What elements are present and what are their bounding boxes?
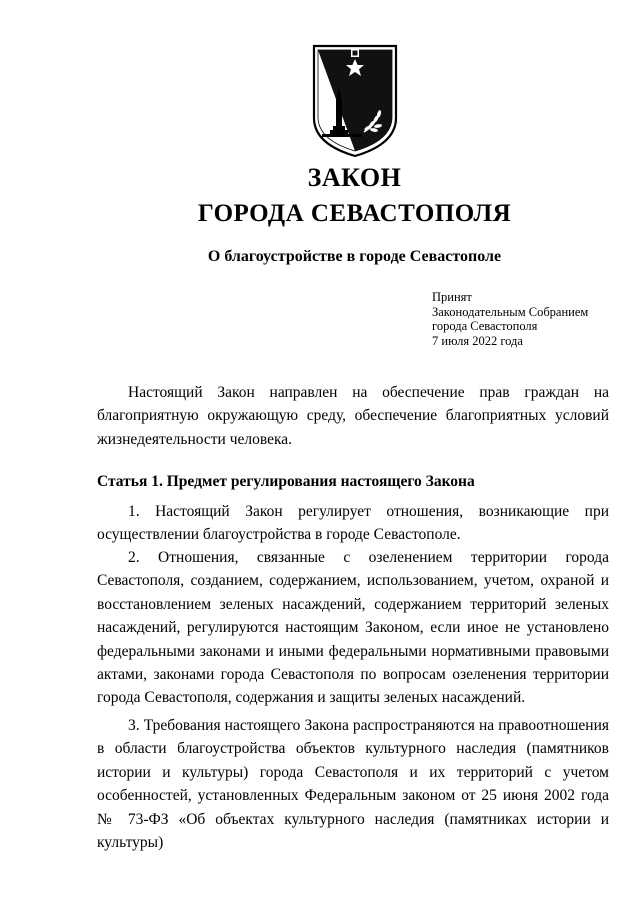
article-1-heading: Статья 1. Предмет регулирования настоящего Закона [97,473,475,490]
adopted-line: города Севастополя [432,319,538,333]
article-1-paragraph-2: 2. Отношения, связанные с озеленением территории города Севастополя, созданием, содержанием, использованием, учетом, охраной и восстановлением зеленых насаждений, содержанием территорий зеленых насаждений, регулируются настоящим Законом, если иное не установлено федеральными законами и иными федеральными нормативными правовыми актами, законами города Севастополя по вопросам озеленения территории города Севастополя, содержания и защиты зеленых насаждений. [97,549,609,707]
adoption-block [432,290,588,348]
city-title: ГОРОДА СЕВАСТОПОЛЯ [197,200,512,227]
law-title: ЗАКОН [307,163,402,192]
law-subject: О благоустройстве в городе Севастополе [207,248,502,265]
coat-of-arms-emblem [308,40,402,160]
adopted-line: Принят [432,290,472,304]
article-1-paragraph-3: 3. Требования настоящего Закона распространяются на правоотношения в области благоустройства объектов культурного наследия (памятников истории и культуры) города Севастополя и их территорий с учетом особенностей, установленных Федеральным законом от 25 июня 2002 года № 73-ФЗ «Об объектах культурного наследия (памятниках истории и культуры) [97,717,609,852]
intro-paragraph: Настоящий Закон направлен на обеспечение прав граждан на благоприятную окружающую среду, обеспечение благоприятных условий жизнедеятельности человека. [97,384,609,448]
article-1-paragraph-1: 1. Настоящий Закон регулирует отношения, возникающие при осуществлении благоустройства в городе Севастополе. [97,503,609,544]
adoption-date: 7 июля 2022 года [432,333,523,348]
adopted-line: Законодательным Собранием [432,304,589,319]
